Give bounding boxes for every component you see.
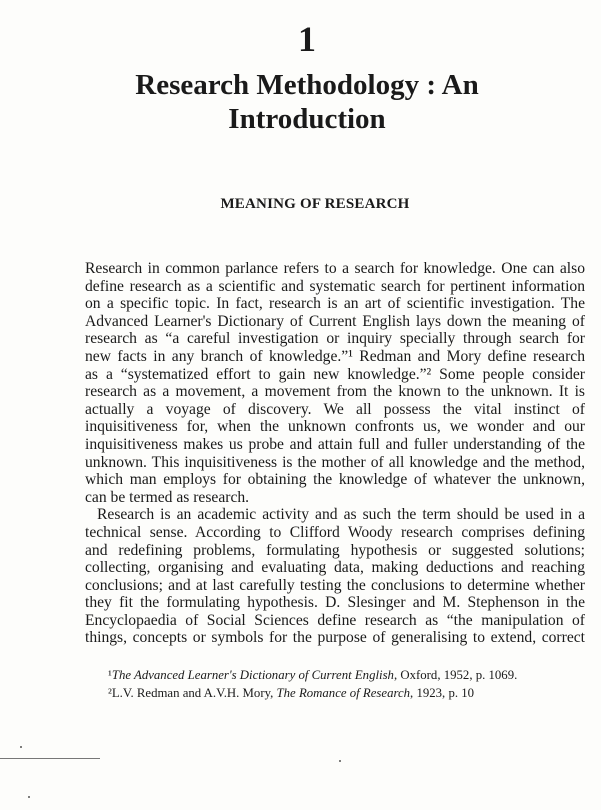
chapter-title-line-2: Introduction (228, 103, 386, 135)
body-line: new facts in any branch of knowledge.”¹ Redman and Mory define research (85, 347, 585, 365)
footnote-authors: L.V. Redman and A.V.H. Mory, (111, 686, 277, 700)
body-line: Advanced Learner's Dictionary of Current English lays down the meaning of (85, 312, 585, 330)
chapter-number: 1 (298, 19, 316, 59)
footnote-2 (108, 686, 474, 701)
body-line: collecting, organising and evaluating data, making deductions and reaching (85, 559, 585, 577)
footnote-rest: , 1923, p. 10 (410, 686, 475, 700)
chapter-title (0, 68, 601, 136)
scan-speck (28, 796, 30, 798)
footnote-title: The Advanced Learner's Dictionary of Current English (111, 668, 394, 682)
body-line: Research is an academic activity and as such the term should be used in a (97, 506, 585, 524)
body-line: research as a movement, a movement from the known to the unknown. It is (85, 383, 585, 401)
body-line: on a specific topic. In fact, research is an art of scientific investigation. The (85, 295, 585, 313)
body-line: and redefining problems, formulating hypothesis or suggested solutions; (85, 541, 585, 559)
body-line: inquisitiveness makes us probe and attain full and fuller understanding of the (85, 435, 585, 453)
scan-speck (20, 746, 22, 748)
scan-speck (339, 760, 341, 762)
body-line: Research in common parlance refers to a search for knowledge. One can also (85, 260, 585, 277)
body-line: which man employs for obtaining the knowledge of whatever the unknown, (85, 471, 585, 489)
scan-line-artifact (0, 758, 100, 759)
body-line: technical sense. According to Clifford Woody research comprises defining (85, 523, 585, 541)
body-line: Encyclopaedia of Social Sciences define research as “the manipulation of (85, 611, 585, 629)
body-line: things, concepts or symbols for the purpose of generalising to extend, correct (85, 629, 585, 647)
chapter-title-line-1: Research Methodology : An (135, 69, 479, 101)
footnote-mark: ² (108, 686, 112, 700)
body-line: research as “a careful investigation or inquiry specially through search for (85, 330, 585, 348)
body-line: define research as a scientific and systematic search for pertinent information (85, 277, 585, 295)
body-line: conclusions; and at last carefully testing the conclusions to determine whether (85, 576, 585, 594)
body-line: inquisitiveness for, when the unknown confronts us, we wonder and our (85, 418, 585, 436)
footnote-mark: ¹ (108, 668, 112, 682)
footnote-rest: , Oxford, 1952, p. 1069. (393, 668, 518, 682)
body-line: unknown. This inquisitiveness is the mother of all knowledge and the method, (85, 453, 585, 471)
footnote-1 (108, 668, 517, 683)
body-line: actually a voyage of discovery. We all possess the vital instinct of (85, 400, 585, 418)
body-line: can be termed as research. (85, 488, 250, 506)
section-heading: MEANING OF RESEARCH (220, 196, 410, 212)
footnote-title: The Romance of Research (276, 686, 411, 700)
body-line: as a “systematized effort to gain new knowledge.”² Some people consider (85, 365, 585, 383)
body-line: they fit the formulating hypothesis. D. Slesinger and M. Stephenson in the (85, 594, 585, 612)
body-text (85, 260, 585, 647)
